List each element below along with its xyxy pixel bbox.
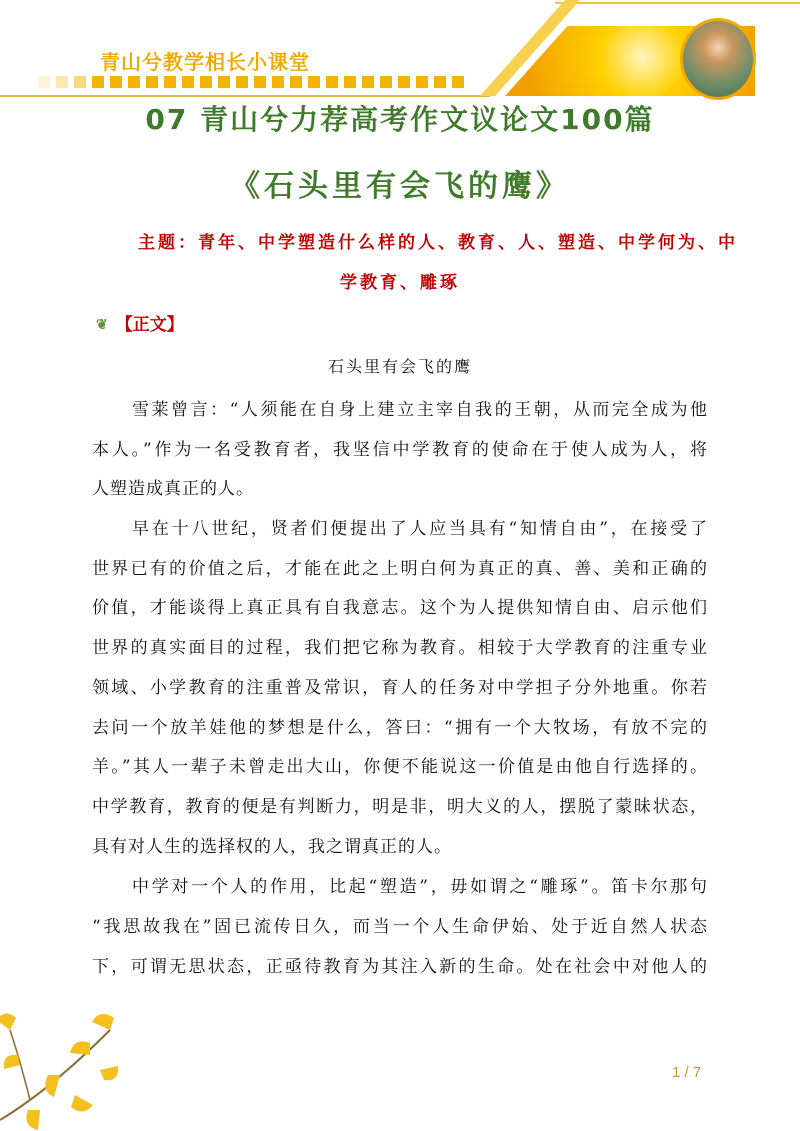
body-line: 具有对人生的选择权的人，我之谓真正的人。	[92, 837, 452, 857]
body-line: 价值，才能谈得上真正具有自我意志。这个为人提供知情自由、启示他们	[92, 598, 708, 618]
article-title: 石头里有会飞的鹰	[327, 357, 472, 376]
body-line: “我思故我在”固已流传日久，而当一个人生命伊始、处于近自然人状态	[92, 917, 708, 937]
header-rule-top	[555, 2, 800, 4]
teacher-avatar	[680, 18, 756, 100]
body-line: 领域、小学教育的注重普及常识，育人的任务对中学担子分外地重。你若	[92, 678, 708, 698]
body-line: 中学对一个人的作用，比起“塑造”，毋如谓之“雕琢”。笛卡尔那句	[132, 877, 708, 897]
header-dots	[38, 76, 464, 88]
section-heading	[96, 314, 184, 336]
body-line: 人塑造成真正的人。	[92, 479, 254, 499]
body-line: 雪莱曾言：“人须能在自身上建立主宰自我的王朝，从而完全成为他	[132, 400, 708, 420]
brand-name: 青山兮教学相长小课堂	[100, 50, 310, 74]
page-number: 1 / 7	[672, 1064, 702, 1081]
body-line: 去问一个放羊娃他的梦想是什么，答曰：“拥有一个大牧场，有放不完的	[92, 718, 708, 738]
header-rule	[0, 95, 490, 97]
body-line: 早在十八世纪，贤者们便提出了人应当具有“知情自由”，在接受了	[132, 519, 708, 539]
doc-title: 07 青山兮力荐高考作文议论文100篇	[145, 103, 655, 136]
section-label: 【正文】	[115, 315, 184, 335]
body-line: 中学教育，教育的便是有判断力，明是非，明大义的人，摆脱了蒙昧状态，	[92, 797, 708, 817]
theme-line-1: 主题：青年、中学塑造什么样的人、教育、人、塑造、中学何为、中	[138, 233, 738, 253]
doc-subtitle: 《石头里有会飞的鹰》	[230, 169, 570, 204]
body-line: 下，可谓无思状态，正亟待教育为其注入新的生命。处在社会中对他人的	[92, 957, 708, 977]
body-line: 本人。”作为一名受教育者，我坚信中学教育的使命在于使人成为人，将	[92, 440, 708, 460]
body-line: 世界已有的价值之后，才能在此之上明白何为真正的真、善、美和正确的	[92, 559, 708, 579]
theme-line-2: 学教育、雕琢	[340, 273, 460, 293]
body-line: 羊。”其人一辈子未曾走出大山，你便不能说这一价值是由他自行选择的。	[92, 757, 708, 777]
body-line: 世界的真实面目的过程，我们把它称为教育。相较于大学教育的注重专业	[92, 638, 708, 658]
leaf-icon: ❦	[96, 317, 108, 333]
ginkgo-leaves-decoration	[0, 990, 140, 1131]
